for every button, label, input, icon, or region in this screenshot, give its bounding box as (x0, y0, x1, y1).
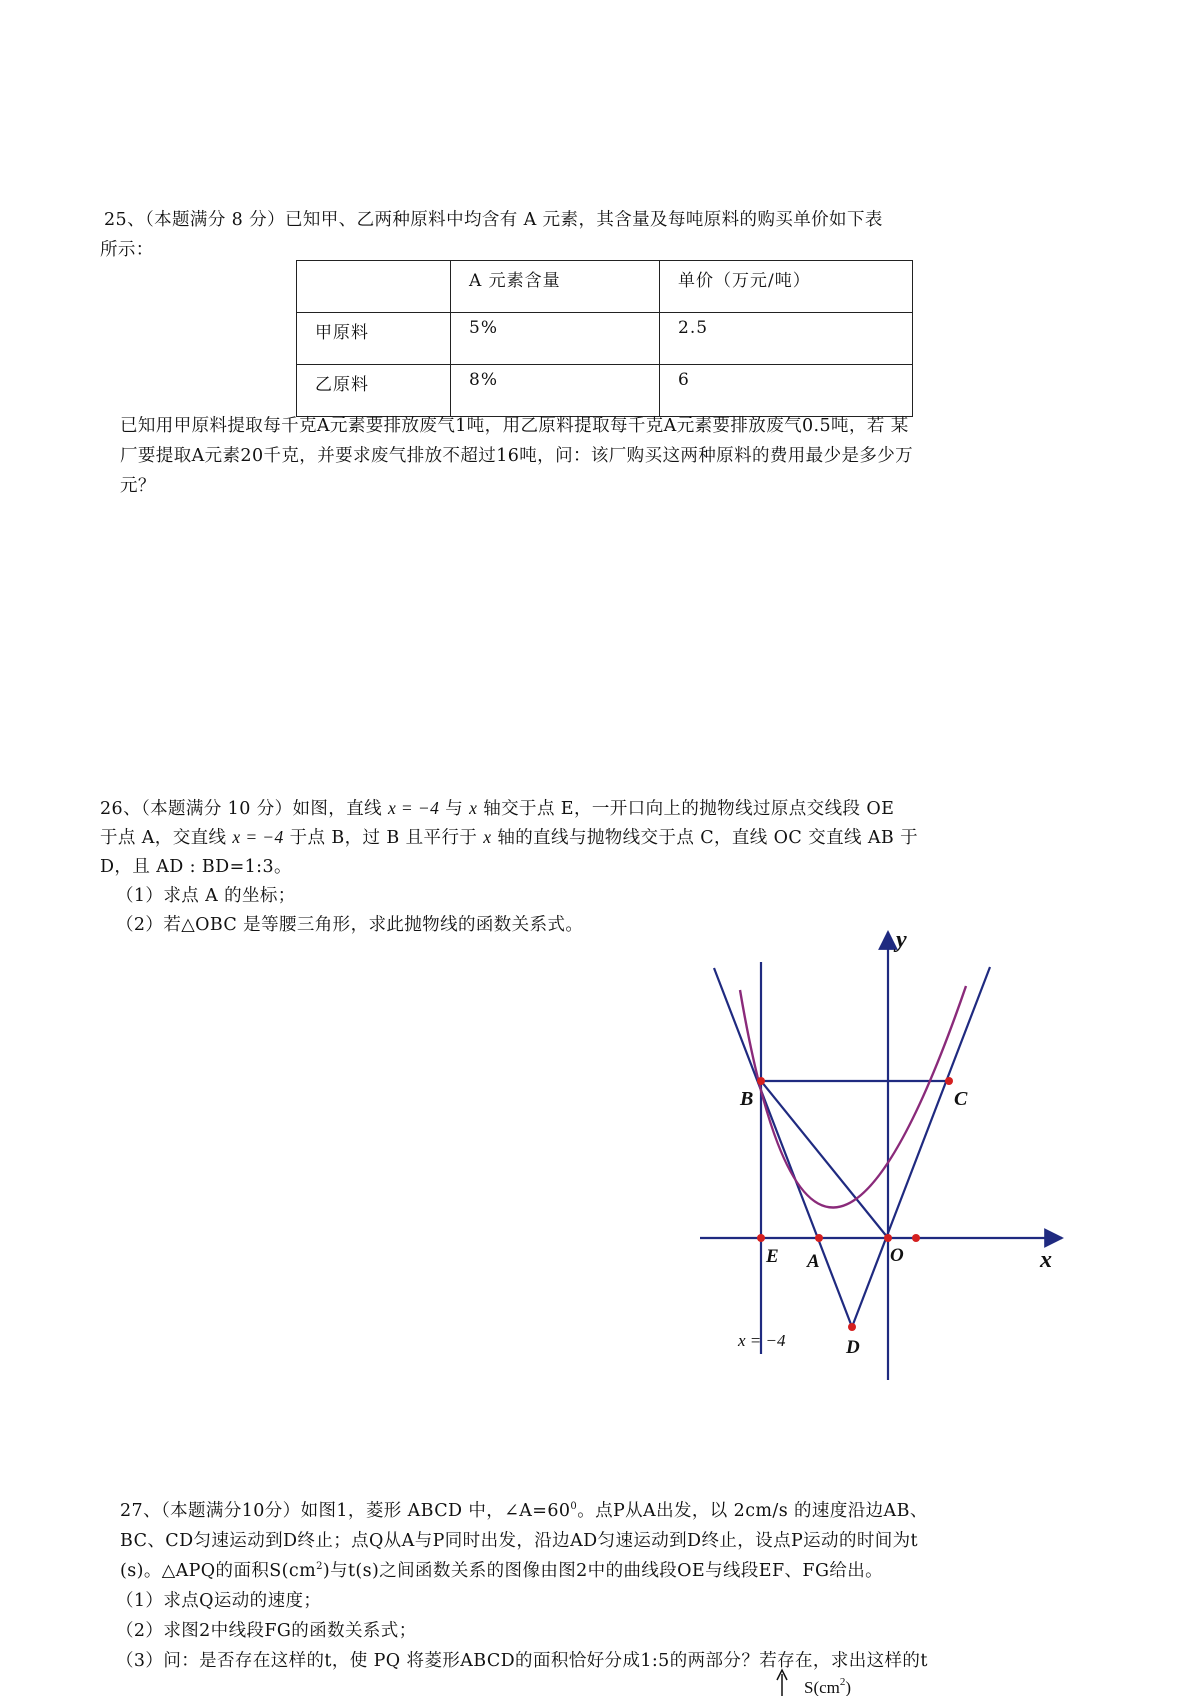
s-axis-label (804, 1676, 851, 1696)
q26-var-x: x (483, 827, 492, 847)
q25-material-table (296, 260, 913, 417)
point-a (815, 1234, 823, 1242)
q26-subquestion-1: （1）求点 A 的坐标； (116, 886, 296, 906)
q27-text: (s)。△APQ的面积S(cm (120, 1561, 317, 1581)
table-header-cell: 单价（万元/吨） (660, 261, 913, 313)
q26-text: 26、（本题满分 10 分）如图，直线 (100, 799, 388, 819)
q27-line1 (120, 1497, 928, 1522)
s-axis-label-text: S(cm (804, 1678, 840, 1696)
q25-body-line3: 元？ (120, 476, 156, 496)
label-d: D (846, 1337, 860, 1358)
point-on-x-axis (912, 1234, 920, 1242)
segment-bo (761, 1081, 888, 1238)
q26-text: 于点 B，过 B 且平行于 (283, 828, 484, 848)
q27-line2: BC、CD匀速运动到D终止；点Q从A与P同时出发，沿边AD匀速运动到D终止，设点P运动的时间为t (120, 1531, 918, 1551)
q27-figure2-fragment (770, 1666, 890, 1696)
point-o (884, 1234, 892, 1242)
table-cell: 6 (660, 365, 913, 417)
label-line-equation: x = −4 (738, 1331, 786, 1350)
q26-text: 轴的直线与抛物线交于点 C，直线 OC 交直线 AB 于 (491, 828, 918, 848)
q26-equation: x = −4 (387, 798, 440, 818)
q26-var-x: x (469, 798, 478, 818)
label-c: C (954, 1088, 968, 1110)
q27-text: )与t(s)之间函数关系的图像由图2中的曲线段OE与线段EF、FG给出。 (322, 1561, 884, 1581)
label-o: O (890, 1245, 904, 1266)
table-row (297, 313, 913, 365)
q27-square-sup: 2 (316, 1561, 323, 1573)
q26-line3: D，且 AD : BD=1:3。 (100, 857, 292, 877)
q25-body-line2: 厂要提取A元素20千克，并要求废气排放不超过16吨，问：该厂购买这两种原料的费用最少是多少万 (120, 446, 914, 466)
point-e (757, 1234, 765, 1242)
label-e: E (766, 1246, 779, 1267)
point-c (945, 1077, 953, 1085)
table-cell: 甲原料 (297, 313, 451, 365)
q27-text: 27、（本题满分10分）如图1，菱形 ABCD 中，∠A=60 (120, 1501, 571, 1521)
q26-equation: x = −4 (232, 827, 284, 847)
q26-subquestion-2: （2）若△OBC 是等腰三角形，求此抛物线的函数关系式。 (116, 915, 584, 935)
q26-parabola-figure (690, 922, 1070, 1382)
q25-body-line1: 已知用甲原料提取每千克A元素要排放废气1吨，用乙原料提取每千克A元素要排放废气0.5吨，若 某 (120, 416, 909, 436)
point-d (848, 1323, 856, 1331)
q27-subquestion-3: （3）问：是否存在这样的t，使 PQ 将菱形ABCD的面积恰好分成1:5的两部分？若存在，求出这样的t (116, 1651, 928, 1671)
q27-subquestion-1: （1）求点Q运动的速度； (116, 1591, 322, 1611)
point-b (757, 1077, 765, 1085)
table-header-cell: A 元素含量 (451, 261, 660, 313)
label-x: x (1040, 1247, 1052, 1273)
s-axis-label-sup: 2 (839, 1676, 846, 1688)
q26-line1 (100, 795, 894, 820)
line-ab (714, 968, 852, 1327)
table-cell: 2.5 (660, 313, 913, 365)
q27-degree-sup: 0 (570, 1501, 578, 1513)
table-header-row (297, 261, 913, 313)
q26-text: 于点 A，交直线 (100, 828, 233, 848)
s-axis-label-close: ) (845, 1678, 852, 1696)
q25-heading-line2: 所示： (100, 240, 154, 260)
label-a: A (807, 1251, 820, 1272)
table-cell: 乙原料 (297, 365, 451, 417)
q27-subquestion-2: （2）求图2中线段FG的函数关系式； (116, 1621, 417, 1641)
q26-text: 轴交于点 E，一开口向上的抛物线过原点交线段 OE (477, 799, 895, 819)
table-cell: 8% (451, 365, 660, 417)
q26-text: 与 (439, 799, 470, 819)
table-cell: 5% (451, 313, 660, 365)
table-header-cell (297, 261, 451, 313)
q26-line2 (100, 824, 918, 849)
label-y: y (896, 927, 907, 953)
line-oc-extended (852, 967, 990, 1327)
table-row (297, 365, 913, 417)
q27-text: 。点P从A出发，以 2cm/s 的速度沿边AB、 (577, 1501, 928, 1521)
label-b: B (740, 1088, 754, 1110)
q25-heading-line1: 25、（本题满分 8 分）已知甲、乙两种原料中均含有 A 元素，其含量及每吨原料的购买单价如下表 (104, 210, 883, 230)
q27-line3 (120, 1557, 883, 1582)
